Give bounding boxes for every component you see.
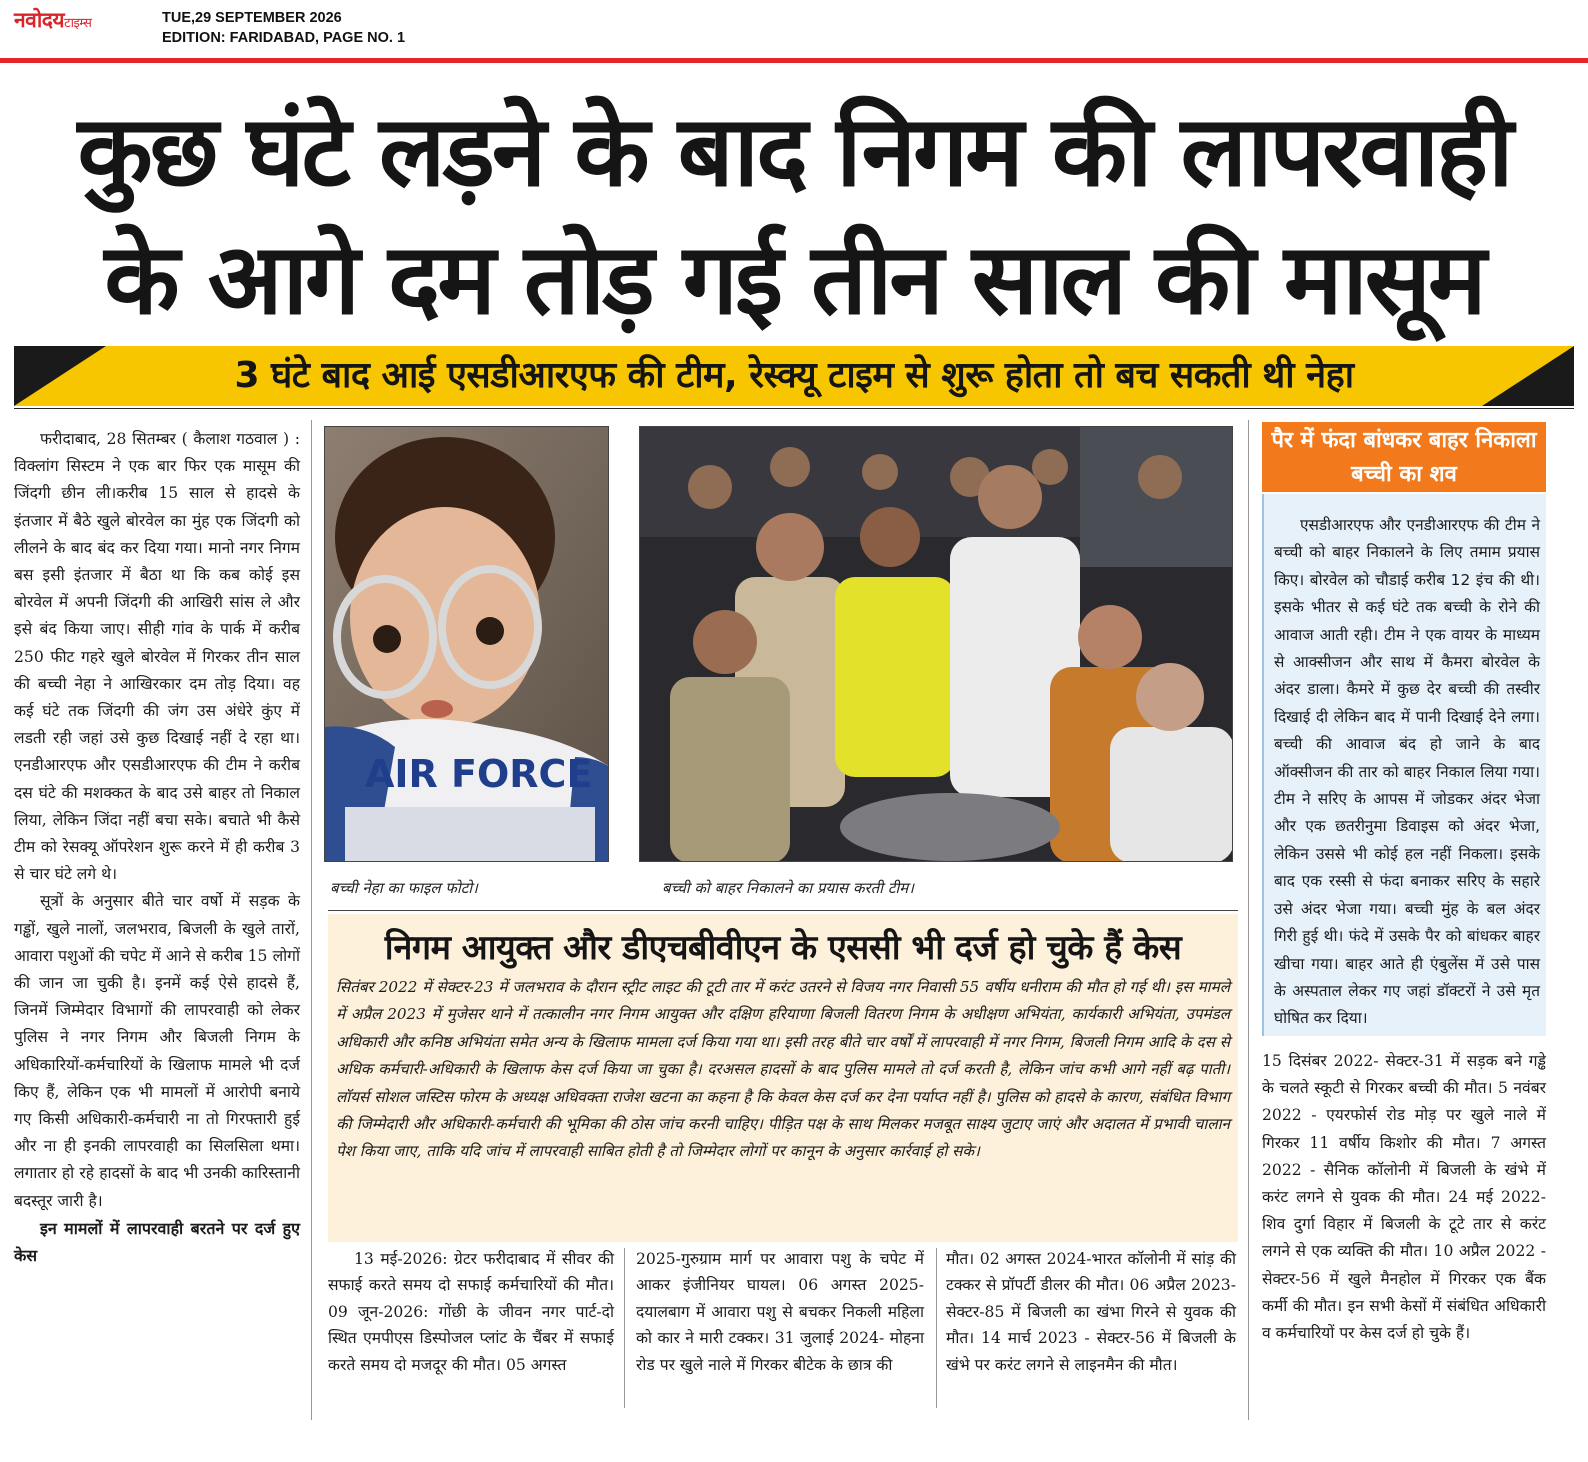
caption-rule xyxy=(328,910,1238,911)
subheadline-banner xyxy=(14,346,1574,406)
main-story xyxy=(14,426,300,1269)
child-photo[interactable] xyxy=(324,426,609,862)
cases-list-col3: मौत। 02 अगस्त 2024-भारत कॉलोनी में सांड़ की टक्कर से प्रॉपर्टी डीलर की मौत। 06 अप्रैल 2023- सेक्टर-85 में बिजली का खंभा गिरने से युवक की मौत। 14 मार्च 2023 - सेक्टर-56 में बिजली के खंभे पर करंट लगने से लाइनमैन की मौत। xyxy=(946,1250,1236,1374)
rescue-team-photo[interactable] xyxy=(639,426,1233,862)
masthead xyxy=(0,0,1588,62)
cases-list-col4: 15 दिसंबर 2022- सेक्टर-31 में सड़क बने गड्ढे के चलते स्कूटी से गिरकर बच्ची की मौत। 5 नवंबर 2022 - एयरफोर्स रोड मोड़ पर खुले नाले में गिरकर 11 वर्षीय किशोर की मौत। 7 अगस्त 2022 - सैनिक कॉलोनी में बिजली के खंभे में करंट लगने से युवक की मौत। 24 मई 2022- शिव दुर्गा विहार में बिजली के टूटे तार से करंट लगने से एक व्यक्ति की मौत। 10 अप्रैल 2022 - सेक्टर-56 में खुले मैनहोल में गिरकर एक बैंक कर्मी की मौत। इन सभी केसों में संबंधित अधिकारी व कर्मचारियों पर केस दर्ज हो चुके हैं। xyxy=(1262,1052,1546,1343)
cases-list-col-2 xyxy=(636,1246,924,1378)
subheadline: 3 घंटे बाद आई एसडीआरएफ की टीम, रेस्क्यू टाइम से शुरू होता तो बच सकती थी नेहा xyxy=(234,355,1354,396)
masthead-divider xyxy=(0,58,1588,63)
cases-list-col1: 13 मई-2026: ग्रेटर फरीदाबाद में सीवर की सफाई करते समय दो सफाई कर्मचारियों की मौत। 09 जून-2026: गोंछी के जीवन नगर पार्ट-दो स्थित एमपीएस डिस्पोजल प्लांट के चैंबर में सफाई करते समय दो मजदूर की मौत। 05 अगस्त xyxy=(328,1250,614,1374)
sidebar-body xyxy=(1274,512,1540,1033)
rescue-team-image xyxy=(640,427,1233,862)
cases-list-right xyxy=(1262,1048,1546,1347)
column-rule-1 xyxy=(311,420,312,1420)
edition-info xyxy=(162,8,405,48)
column-rule-2 xyxy=(1248,420,1249,1420)
edition-page: EDITION: FARIDABAD, PAGE NO. 1 xyxy=(162,30,406,46)
case-box xyxy=(328,914,1238,1242)
headline-line-1: कुछ घंटे लड़ने के बाद निगम की लापरवाही xyxy=(77,95,1511,209)
logo-text: नवोदय xyxy=(14,8,65,32)
cases-subhead: इन मामलों में लापरवाही बरतने पर दर्ज हुए केस xyxy=(14,1218,300,1265)
next-story-cut-edge xyxy=(0,1436,1588,1462)
rescue-photo-caption: बच्ची को बाहर निकालने का प्रयास करती टीम। xyxy=(662,879,914,897)
sidebar-box xyxy=(1262,494,1546,1036)
case-box-title: निगम आयुक्त और डीएचबीवीएन के एससी भी दर्ज हो चुके हैं केस xyxy=(384,928,1182,968)
main-headline xyxy=(14,88,1574,344)
column-rule-top xyxy=(14,408,1574,409)
sidebar-heading: पैर में फंदा बांधकर बाहर निकाला बच्ची का शव xyxy=(1262,422,1546,492)
shirt-text: AIR FORCE xyxy=(365,752,593,796)
story-paragraph-1: फरीदाबाद, 28 सितम्बर ( कैलाश गठवाल ) : विक्लांग सिस्टम ने एक बार फिर एक मासूम की जिंदगी छीन ली।करीब 15 साल से हादसे के इंतजार में बैठे खुले बोरवेल का मुंह एक जिंदगी को लीलने के बाद बंद कर दिया गया। मानो नगर निगम बस इसी इंतजार में बैठा था कि कब कोई इस बोरवेल में अपनी जिंदगी की आखिरी सांस ले और इसे बंद किया जाए। सीही गांव के पार्क में करीब 250 फीट गहरे खुले बोरवेल में गिरकर तीन साल की बच्ची नेहा ने आखिरकार दम तोड़ दिया। वह कई घंटे तक जिंदगी की जंग उस अंधेरे कुंए में लडती रही जहां उसे कुछ दिखाई नहीं दे रहा था। एनडीआरएफ और एसडीआरएफ की टीम ने करीब दस घंटे की मशक्कत के बाद उसे बाहर तो निकाल लिया, लेकिन जिंदा नहीं बचा सके। बचाते भी कैसे टीम को रेसक्यू ऑपरेशन शुरू करने में ही करीब 3 से चार घंटे लगे थे। xyxy=(14,430,300,884)
newspaper-logo[interactable] xyxy=(14,6,91,34)
headline-line-2: के आगे दम तोड़ गई तीन साल की मासूम xyxy=(104,223,1484,337)
cases-list-col-3 xyxy=(946,1246,1236,1378)
story-paragraph-2: सूत्रों के अनुसार बीते चार वर्षो में सड़क के गड्ढों, खुले नालों, जलभराव, बिजली के खुले तारों, आवारा पशुओं की चपेट में आने से करीब 15 लोगों की जान जा चुकी है। इनमें कई ऐसे हादसे हैं, जिनमें जिम्मेदार विभागों की लापरवाही को लेकर पुलिस ने नगर निगम और बिजली निगम के अधिकारियों-कर्मचारियों के खिलाफ मामले भी दर्ज किए हैं, लेकिन एक भी मामलों में आरोपी बनाये गए किसी अधिकारी-कर्मचारी ना तो गिरफ्तारी हुई और ना ही इनकी लापरवाही का सिलसिला थमा। लगातार हो रहे हादसों के बाद भी उनकी कारिस्तानी बदस्तूर जारी है। xyxy=(14,892,300,1210)
child-photo-image xyxy=(325,427,609,862)
bottom-rule-1 xyxy=(624,1248,625,1408)
logo-subtext: टाइम्स xyxy=(64,16,92,31)
case-box-body: सितंबर 2022 में सेक्टर-23 में जलभराव के दौरान स्ट्रीट लाइट की टूटी तार में करंट उतरने से विजय नगर निवासी 55 वर्षीय धनीराम की मौत हो गई थी। इस मामले में अप्रैल 2023 में मुजेसर थाने में तत्कालीन नगर निगम आयुक्त और दक्षिण हरियाणा बिजली वितरण निगम के अधीक्षण अभियंता, कार्यकारी अभियंता, उपमंडल अधिकारी और कनिष्ठ अभियंता समेत अन्य के खिलाफ मामला दर्ज किया गया था। इसी तरह बीते चार वर्षों में लापरवाही में नगर निगम, बिजली निगम आदि के दस से अधिक कर्मचारी-अधिकारी के खिलाफ केस दर्ज किया जा चुका है। दरअसल हादसों के बाद पुलिस मामले तो दर्ज करती है, लेकिन जांच कभी आगे नहीं बढ़ पाती। लॉयर्स सोशल जस्टिस फोरम के अध्यक्ष अधिवक्ता राजेश खटना का कहना है कि केवल केस दर्ज कर देना पर्याप्त नहीं है। पुलिस को हादसे के कारण, संबंधित विभाग की जिम्मेदारी और अधिकारी-कर्मचारी की भूमिका की ठोस जांच करनी चाहिए। पीड़ित पक्ष के साथ मिलकर मजबूत साक्ष्य जुटाए जाएं और अदालत में प्रभावी चालान पेश किया जाए, ताकि यदि जांच में लापरवाही साबित होती है तो जिम्मेदार लोगों पर कानून के अनुसार कार्रवाई हो सके। xyxy=(336,978,1230,1161)
cases-list-col2: 2025-गुरुग्राम मार्ग पर आवारा पशु के चपेट में आकर इंजीनियर घायल। 06 अगस्त 2025-दयालबाग में आवारा पशु से बचकर निकली महिला को कार ने मारी टक्कर। 31 जुलाई 2024- मोहना रोड पर खुले नाले में गिरकर बीटेक के छात्र की xyxy=(636,1250,924,1374)
bottom-rule-2 xyxy=(936,1248,937,1408)
child-photo-caption: बच्ची नेहा का फाइल फोटो। xyxy=(330,879,478,897)
cases-list-col-1 xyxy=(328,1246,614,1378)
sidebar-paragraph: एसडीआरएफ और एनडीआरएफ की टीम ने बच्ची को बाहर निकालने के लिए तमाम प्रयास किए। बोरवेल को चौडाई करीब 12 इंच की थी। इसके भीतर से कई घंटे तक बच्ची के रोने की आवाज आती रही। टीम ने एक वायर के माध्यम से आक्सीजन और साथ में कैमरा बोरवेल के अंदर डाला। कैमरे में कुछ देर बच्ची की तस्वीर दिखाई दी लेकिन बाद में पानी दिखाई देने लगा। बच्ची की आवाज बंद हो जाने के बाद ऑक्सीजन की तार को बाहर निकाल लिया गया। टीम ने सरिए के आपस में जोडकर अंदर भेजा और एक छतरीनुमा डिवाइस को अंदर भेजा, लेकिन उससे भी कोई हल नहीं निकला। इसके बाद एक रस्सी से फंदा बनाकर सरिए के सहारे उसे अंदर भेजा गया। बच्ची मुंह के बल अंदर गिरी हुई थी। फंदे में उसके पैर को बांधकर बाहर खीचा गया। बाहर आते ही एंबुलेंस में उसे पास के अस्पताल लेकर गए जहां डॉक्टरों ने उसे मृत घोषित कर दिया। xyxy=(1274,516,1540,1028)
issue-date: TUE,29 SEPTEMBER 2026 xyxy=(162,10,342,26)
